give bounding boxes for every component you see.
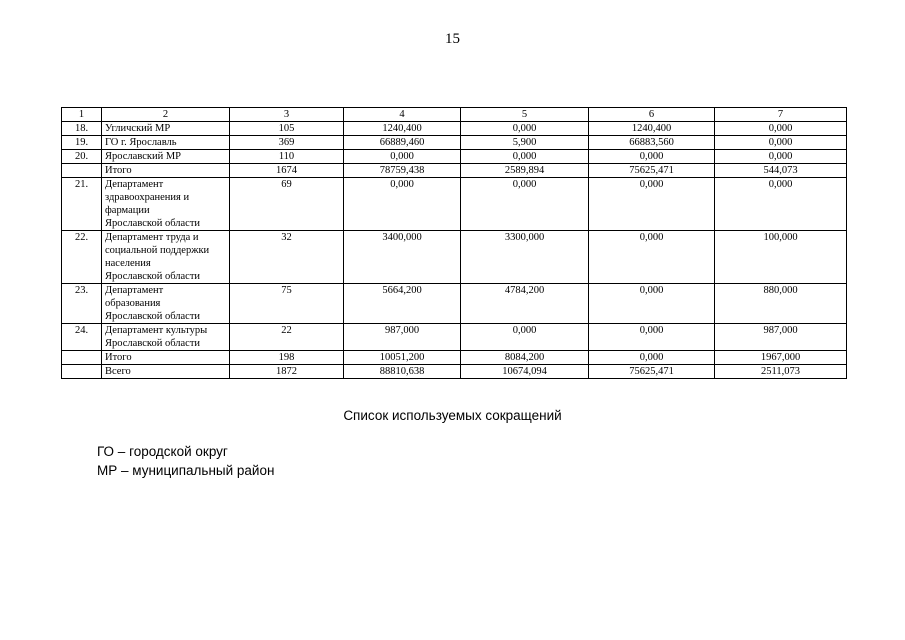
value-cell: 0,000 (715, 178, 847, 231)
row-number-cell: 21. (62, 178, 102, 231)
value-cell: 1240,400 (589, 122, 715, 136)
row-name-line: Департамент культуры (105, 325, 208, 336)
count-cell: 198 (230, 351, 344, 365)
value-cell: 0,000 (715, 136, 847, 150)
abbreviation-item: МР – муниципальный район (97, 463, 275, 478)
table-row (62, 351, 847, 365)
value-cell: 78759,438 (344, 164, 461, 178)
row-name-line: Угличский МР (105, 123, 171, 134)
value-cell: 75625,471 (589, 365, 715, 379)
count-cell: 1872 (230, 365, 344, 379)
table-row (62, 150, 847, 164)
table-row (62, 122, 847, 136)
table-row (62, 136, 847, 150)
count-cell: 32 (230, 231, 344, 284)
row-name-line: образования (105, 298, 161, 309)
row-name-line: Департамент (105, 285, 164, 296)
row-name-cell (102, 351, 230, 365)
header-cell: 2 (102, 108, 230, 122)
row-name-line: социальной поддержки (105, 245, 210, 256)
value-cell: 1967,000 (715, 351, 847, 365)
row-name-cell (102, 178, 230, 231)
table-header-row (62, 108, 847, 122)
table-row (62, 178, 847, 231)
value-cell: 880,000 (715, 284, 847, 324)
row-number-cell: 23. (62, 284, 102, 324)
value-cell: 4784,200 (461, 284, 589, 324)
row-number-cell: 22. (62, 231, 102, 284)
value-cell: 3400,000 (344, 231, 461, 284)
value-cell: 3300,000 (461, 231, 589, 284)
value-cell: 100,000 (715, 231, 847, 284)
value-cell: 0,000 (461, 324, 589, 351)
abbreviations-list (97, 442, 274, 480)
table-row (62, 164, 847, 178)
value-cell: 0,000 (461, 122, 589, 136)
row-name-line: Ярославской области (105, 338, 201, 349)
row-name-line: Всего (105, 366, 131, 377)
row-name-cell (102, 365, 230, 379)
header-cell: 1 (62, 108, 102, 122)
value-cell: 10051,200 (344, 351, 461, 365)
row-number-cell: 20. (62, 150, 102, 164)
row-name-line: Департамент труда и (105, 232, 199, 243)
row-name-cell (102, 136, 230, 150)
row-name-line: Департамент (105, 179, 164, 190)
row-number-cell: 19. (62, 136, 102, 150)
value-cell: 544,073 (715, 164, 847, 178)
header-cell: 4 (344, 108, 461, 122)
value-cell: 66883,560 (589, 136, 715, 150)
row-name-cell (102, 231, 230, 284)
header-cell: 5 (461, 108, 589, 122)
value-cell: 2511,073 (715, 365, 847, 379)
row-number-cell: 24. (62, 324, 102, 351)
data-table (61, 107, 847, 379)
value-cell: 0,000 (344, 178, 461, 231)
row-name-cell (102, 164, 230, 178)
header-cell: 3 (230, 108, 344, 122)
header-cell: 7 (715, 108, 847, 122)
count-cell: 75 (230, 284, 344, 324)
row-number-cell: 18. (62, 122, 102, 136)
value-cell: 987,000 (344, 324, 461, 351)
value-cell: 5,900 (461, 136, 589, 150)
value-cell: 2589,894 (461, 164, 589, 178)
value-cell: 0,000 (589, 324, 715, 351)
table-row (62, 365, 847, 379)
table-row (62, 284, 847, 324)
row-name-line: Ярославской области (105, 218, 201, 229)
row-number-cell (62, 365, 102, 379)
row-name-line: Ярославской области (105, 271, 201, 282)
value-cell: 8084,200 (461, 351, 589, 365)
value-cell: 1240,400 (344, 122, 461, 136)
row-name-line: ГО г. Ярославль (105, 137, 177, 148)
abbreviations-title: Список используемых сокращений (343, 408, 562, 423)
page-number: 15 (445, 31, 460, 47)
value-cell: 88810,638 (344, 365, 461, 379)
value-cell: 987,000 (715, 324, 847, 351)
value-cell: 0,000 (589, 150, 715, 164)
count-cell: 22 (230, 324, 344, 351)
value-cell: 0,000 (589, 231, 715, 284)
row-name-line: здравоохранения и (105, 192, 190, 203)
row-number-cell (62, 351, 102, 365)
value-cell: 0,000 (344, 150, 461, 164)
row-name-line: Ярославский МР (105, 151, 182, 162)
row-name-cell (102, 150, 230, 164)
count-cell: 69 (230, 178, 344, 231)
value-cell: 0,000 (715, 122, 847, 136)
value-cell: 0,000 (461, 178, 589, 231)
row-name-line: Ярославской области (105, 311, 201, 322)
table-row (62, 324, 847, 351)
count-cell: 105 (230, 122, 344, 136)
value-cell: 66889,460 (344, 136, 461, 150)
row-name-cell (102, 122, 230, 136)
count-cell: 110 (230, 150, 344, 164)
value-cell: 5664,200 (344, 284, 461, 324)
count-cell: 369 (230, 136, 344, 150)
row-number-cell (62, 164, 102, 178)
abbreviation-item: ГО – городской округ (97, 444, 228, 459)
value-cell: 0,000 (589, 351, 715, 365)
count-cell: 1674 (230, 164, 344, 178)
value-cell: 75625,471 (589, 164, 715, 178)
value-cell: 10674,094 (461, 365, 589, 379)
table-row (62, 231, 847, 284)
row-name-line: Итого (105, 165, 132, 176)
value-cell: 0,000 (715, 150, 847, 164)
value-cell: 0,000 (461, 150, 589, 164)
value-cell: 0,000 (589, 178, 715, 231)
row-name-cell (102, 284, 230, 324)
row-name-line: Итого (105, 352, 132, 363)
value-cell: 0,000 (589, 284, 715, 324)
row-name-line: фармации (105, 205, 150, 216)
row-name-line: населения (105, 258, 151, 269)
row-name-cell (102, 324, 230, 351)
header-cell: 6 (589, 108, 715, 122)
